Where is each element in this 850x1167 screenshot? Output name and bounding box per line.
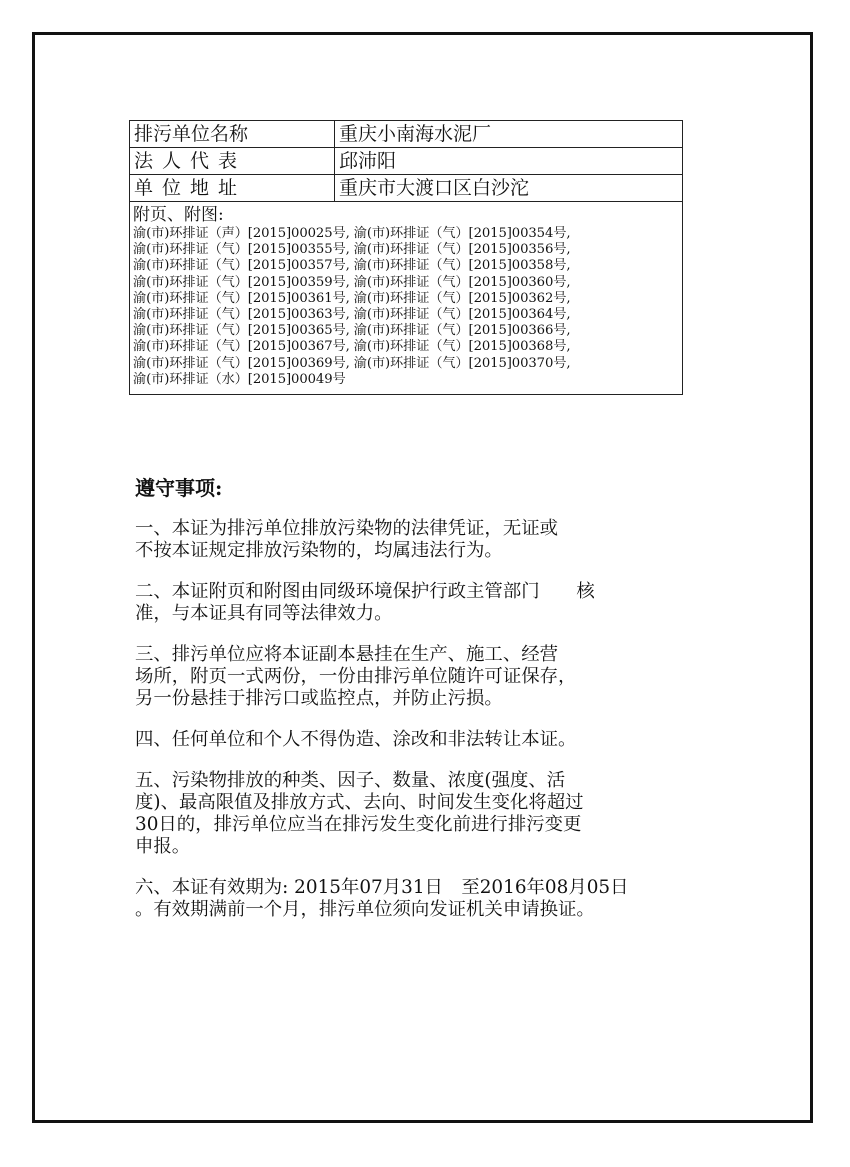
rules-title: 遵守事项: — [135, 476, 223, 500]
legal-rep-label: 法人代表 — [130, 148, 335, 175]
legal-rep-value: 邱沛阳 — [335, 148, 683, 175]
rule-item: 二、本证附页和附图由同级环境保护行政主管部门 核 准，与本证具有同等法律效力。 — [135, 581, 595, 624]
rule-item: 一、本证为排污单位排放污染物的法律凭证，无证或 不按本证规定排放污染物的，均属违法行为。 — [135, 518, 558, 561]
attachments-row — [130, 202, 683, 395]
attachments-cell — [130, 202, 683, 395]
rule-item: 五、污染物排放的种类、因子、数量、浓度(强度、活 度)、最高限值及排放方式、去向、时间发生变化将超过 30日的，排污单位应当在排污发生变化前进行排污变更 申报。 — [135, 770, 584, 857]
unit-name-label: 排污单位名称 — [130, 121, 335, 148]
attachment-line: 渝(市)环排证（气）[2015]00367号, 渝(市)环排证（气）[2015]00368号, — [133, 339, 571, 355]
attachment-line: 渝(市)环排证（气）[2015]00361号, 渝(市)环排证（气）[2015]00362号, — [133, 290, 571, 306]
rule-item: 六、本证有效期为: 2015年07月31日 至2016年08月05日 。有效期满前一个月，排污单位须向发证机关申请换证。 — [135, 877, 629, 920]
attachment-line: 渝(市)环排证（声）[2015]00025号, 渝(市)环排证（气）[2015]00354号, — [133, 226, 571, 241]
address-value: 重庆市大渡口区白沙沱 — [335, 175, 683, 202]
attachment-line: 渝(市)环排证（气）[2015]00363号, 渝(市)环排证（气）[2015]00364号, — [133, 307, 571, 323]
attachment-line: 渝(市)环排证（气）[2015]00355号, 渝(市)环排证（气）[2015]00356号, — [133, 242, 571, 258]
address-row — [130, 175, 683, 202]
unit-name-value: 重庆小南海水泥厂 — [335, 121, 683, 148]
attachment-line: 渝(市)环排证（气）[2015]00357号, 渝(市)环排证（气）[2015]00358号, — [133, 258, 571, 274]
attachment-line: 渝(市)环排证（气）[2015]00369号, 渝(市)环排证（气）[2015]00370号, — [133, 355, 571, 371]
rule-item: 三、排污单位应将本证副本悬挂在生产、施工、经营 场所，附页一式两份，一份由排污单位随许可证保存， 另一份悬挂于排污口或监控点，并防止污损。 — [135, 644, 577, 709]
address-label: 单位地址 — [130, 175, 335, 202]
attachments-title: 附页、附图: — [133, 205, 224, 225]
attachment-line: 渝(市)环排证（水）[2015]00049号 — [133, 371, 346, 387]
legal-rep-row — [130, 148, 683, 175]
unit-name-row — [130, 121, 683, 148]
attachment-line: 渝(市)环排证（气）[2015]00359号, 渝(市)环排证（气）[2015]00360号, — [133, 274, 571, 290]
rule-item: 四、任何单位和个人不得伪造、涂改和非法转让本证。 — [135, 729, 577, 750]
attachment-line: 渝(市)环排证（气）[2015]00365号, 渝(市)环排证（气）[2015]00366号, — [133, 323, 571, 339]
permit-info-table — [129, 120, 683, 395]
rules-list — [135, 518, 695, 940]
